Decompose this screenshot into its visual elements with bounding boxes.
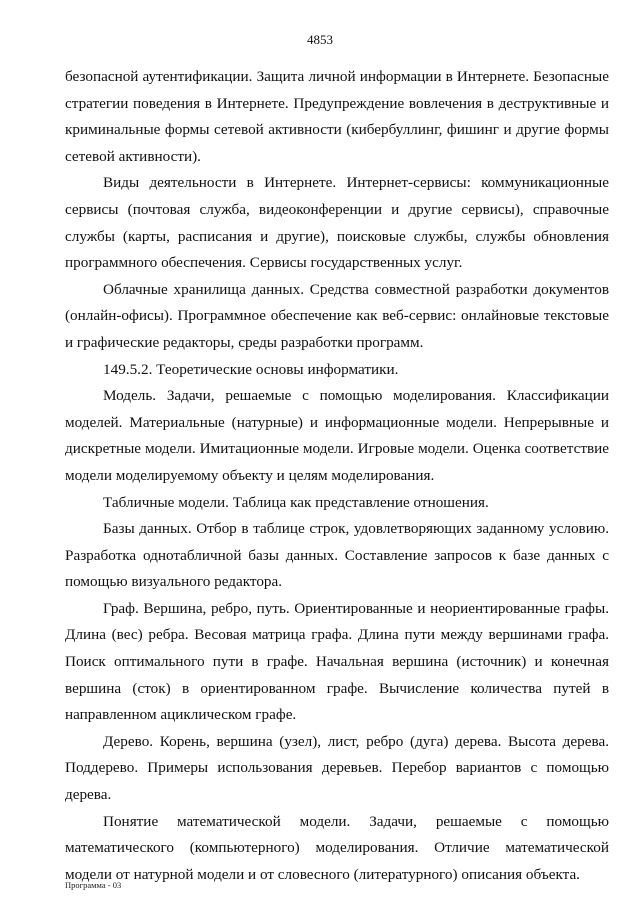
paragraph-internet-services: Виды деятельности в Интернете. Интернет-сервисы: коммуникационные сервисы (почтовая служба, видеоконференции и другие сервисы), справочные службы (карты, расписания и другие), поисковые службы, службы обновления программного обеспечения. Сервисы государственных услуг. — [65, 174, 609, 272]
footer-label: Программа - 03 — [65, 880, 122, 890]
paragraph-graphs: Граф. Вершина, ребро, путь. Ориентированные и неориентированные графы. Длина (вес) ребра. Весовая матрица графа. Длина пути между вершинами графа. Поиск оптимального пути в графе. Начальная вершина (источник) и конечная вершина (сток) в ориентированном графе. Вычисление количества путей в направленном ациклическом графе. — [65, 599, 609, 724]
paragraph-databases: Базы данных. Отбор в таблице строк, удовлетворяющих заданному условию. Разработка однотабличной базы данных. Составление запросов к базе данных с помощью визуального редактора. — [65, 520, 609, 591]
section-heading-theory: 149.5.2. Теоретические основы информатики. — [103, 360, 399, 378]
document-body — [65, 64, 609, 888]
page-number: 4853 — [307, 32, 333, 47]
paragraph-models: Модель. Задачи, решаемые с помощью моделирования. Классификации моделей. Материальные (натурные) и информационные модели. Непрерывные и дискретные модели. Имитационные модели. Игровые модели. Оценка соответствие модели моделируемому объекту и целям моделирования. — [65, 387, 609, 484]
paragraph-table-models: Табличные модели. Таблица как представление отношения. — [103, 493, 489, 511]
paragraph-trees: Дерево. Корень, вершина (узел), лист, ребро (дуга) дерева. Высота дерева. Поддерево. Примеры использования деревьев. Перебор вариантов с помощью дерева. — [65, 732, 609, 804]
paragraph-cloud-storage: Облачные хранилища данных. Средства совместной разработки документов (онлайн-офисы). Программное обеспечение как веб-сервис: онлайновые текстовые и графические редакторы, среды разработки программ. — [65, 280, 609, 351]
paragraph-internet-safety: безопасной аутентификации. Защита личной информации в Интернете. Безопасные стратегии поведения в Интернете. Предупреждение вовлечения в деструктивные и криминальные формы сетевой активности (кибербуллинг, фишинг и другие формы сетевой активности). — [65, 68, 609, 165]
paragraph-math-model: Понятие математической модели. Задачи, решаемые с помощью математического (компьютерного) моделирования. Отличие математической модели от натурной модели и от словесного (литературного) описания объекта. — [65, 812, 609, 883]
